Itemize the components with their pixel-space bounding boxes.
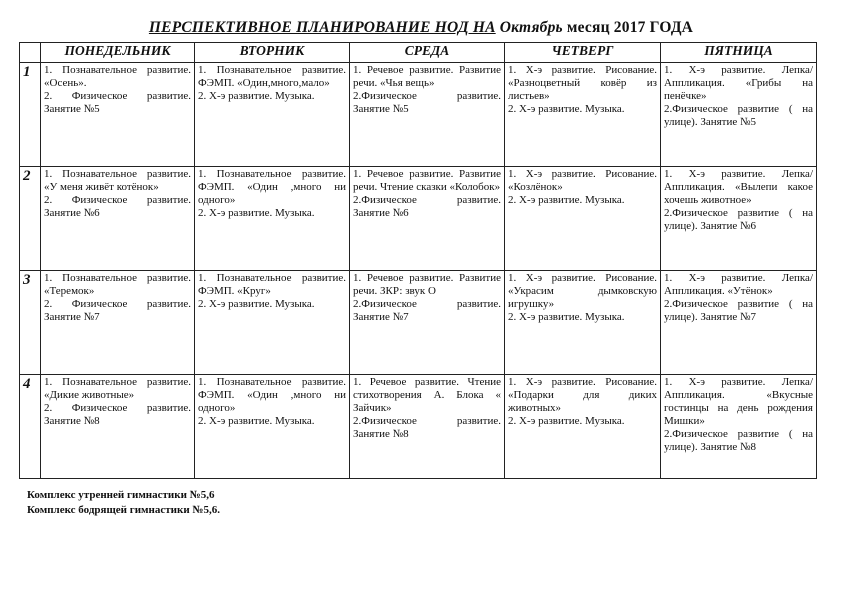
plan-cell-friday: [661, 271, 817, 375]
activity-1: 1. Познавательное развитие. ФЭМП. «Один,много,мало»: [198, 64, 346, 89]
plan-cell-friday: [661, 63, 817, 167]
activity-1: 1. Познавательное развитие. «Дикие животные»: [44, 376, 191, 401]
activity-2: 2. Х-э развитие. Музыка.: [508, 103, 625, 115]
activity-1: 1. Познавательное развитие. «Теремок»: [44, 272, 191, 297]
plan-cell-tuesday: [195, 271, 350, 375]
plan-cell-thursday: [505, 375, 661, 479]
activity-2: 2. Физическое развитие. Занятие №7: [44, 298, 191, 323]
day-header-friday: ПЯТНИЦА: [661, 43, 817, 63]
plan-cell-tuesday: [195, 167, 350, 271]
page-title: [0, 19, 842, 37]
activity-2: 2.Физическое развитие. Занятие №5: [353, 90, 501, 115]
plan-cell-monday: [41, 63, 195, 167]
plan-cell-monday: [41, 271, 195, 375]
plan-cell-thursday: [505, 271, 661, 375]
header-row: [20, 43, 817, 63]
activity-1: 1. Познавательное развитие. ФЭМП. «Один ,много ни одного»: [198, 376, 346, 414]
plan-cell-tuesday: [195, 375, 350, 479]
corner-cell: [20, 43, 41, 63]
activity-1: 1. Познавательное развитие. ФЭМП. «Один ,много ни одного»: [198, 168, 346, 206]
activity-1: 1. Познавательное развитие. ФЭМП. «Круг»: [198, 272, 346, 297]
week-row-2: [20, 167, 817, 271]
plan-cell-tuesday: [195, 63, 350, 167]
activity-2: 2. Х-э развитие. Музыка.: [198, 90, 315, 102]
activity-2: 2. Х-э развитие. Музыка.: [198, 298, 315, 310]
plan-cell-thursday: [505, 63, 661, 167]
activity-1: 1. Х-э развитие. Рисование. «Подарки для диких животных»: [508, 376, 657, 414]
activity-2: 2.Физическое развитие. Занятие №7: [353, 298, 501, 323]
week-number: 4: [20, 375, 41, 479]
activity-1: 1. Х-э развитие. Лепка/Аппликация. «Вкусные гостинцы на день рождения Мишки»: [664, 376, 813, 427]
title-month: Октябрь: [499, 19, 563, 36]
activity-2: 2. Физическое развитие. Занятие №8: [44, 402, 191, 427]
activity-2: 2. Х-э развитие. Музыка.: [508, 194, 625, 206]
plan-cell-wednesday: [350, 271, 505, 375]
day-header-tuesday: ВТОРНИК: [195, 43, 350, 63]
day-header-wednesday: СРЕДА: [350, 43, 505, 63]
footer-morning-exercises: Комплекс утренней гимнастики №5,6: [27, 489, 215, 501]
activity-1: 1. Х-э развитие. Лепка/Аппликация. «Вылепи какое хочешь животное»: [664, 168, 813, 206]
activity-1: 1. Речевое развитие. Развитие речи. ЗКР: звук О: [353, 272, 501, 297]
activity-1: 1. Х-э развитие. Рисование. «Украсим дымковскую игрушку»: [508, 272, 657, 310]
activity-2: 2. Физическое развитие. Занятие №5: [44, 90, 191, 115]
activity-2: 2.Физическое развитие ( на улице). Занятие №8: [664, 428, 813, 453]
activity-2: 2. Физическое развитие. Занятие №6: [44, 194, 191, 219]
activity-1: 1. Х-э развитие. Рисование. «Козлёнок»: [508, 168, 657, 193]
title-suffix: месяц 2017 ГОДА: [566, 19, 694, 36]
activity-1: 1. Речевое развитие. Развитие речи. Чтение сказки «Колобок»: [353, 168, 501, 193]
activity-1: 1. Познавательное развитие. «Осень».: [44, 64, 191, 89]
activity-2: 2.Физическое развитие ( на улице). Занятие №5: [664, 103, 813, 128]
activity-1: 1. Речевое развитие. Развитие речи. «Чья вещь»: [353, 64, 501, 89]
plan-table: [19, 42, 817, 479]
activity-1: 1. Познавательное развитие. «У меня живёт котёнок»: [44, 168, 191, 193]
week-number: 3: [20, 271, 41, 375]
activity-2: 2.Физическое развитие ( на улице). Занятие №7: [664, 298, 813, 323]
activity-2: 2. Х-э развитие. Музыка.: [198, 207, 315, 219]
plan-cell-thursday: [505, 167, 661, 271]
week-row-4: [20, 375, 817, 479]
activity-2: 2.Физическое развитие. Занятие №8: [353, 415, 501, 440]
activity-2: 2.Физическое развитие. Занятие №6: [353, 194, 501, 219]
plan-cell-wednesday: [350, 63, 505, 167]
day-header-thursday: ЧЕТВЕРГ: [505, 43, 661, 63]
week-row-3: [20, 271, 817, 375]
plan-cell-wednesday: [350, 375, 505, 479]
activity-1: 1. Х-э развитие. Лепка/Аппликация. «Грибы на пенёчке»: [664, 64, 813, 102]
activity-2: 2. Х-э развитие. Музыка.: [508, 415, 625, 427]
week-number: 1: [20, 63, 41, 167]
plan-cell-friday: [661, 167, 817, 271]
plan-cell-monday: [41, 167, 195, 271]
activity-2: 2. Х-э развитие. Музыка.: [508, 311, 625, 323]
activity-1: 1. Речевое развитие. Чтение стихотворения А. Блока « Зайчик»: [353, 376, 501, 414]
day-header-monday: ПОНЕДЕЛЬНИК: [41, 43, 195, 63]
week-row-1: [20, 63, 817, 167]
footer-invigorating-exercises: Комплекс бодрящей гимнастики №5,6.: [27, 504, 220, 516]
week-number: 2: [20, 167, 41, 271]
activity-1: 1. Х-э развитие. Рисование. «Разноцветный ковёр из листьев»: [508, 64, 657, 102]
plan-cell-friday: [661, 375, 817, 479]
activity-1: 1. Х-э развитие. Лепка/Аппликация. «Утёнок»: [664, 272, 813, 297]
plan-cell-monday: [41, 375, 195, 479]
activity-2: 2. Х-э развитие. Музыка.: [198, 415, 315, 427]
title-main: ПЕРСПЕКТИВНОЕ ПЛАНИРОВАНИЕ НОД НА: [148, 19, 496, 36]
activity-2: 2.Физическое развитие ( на улице). Занятие №6: [664, 207, 813, 232]
plan-cell-wednesday: [350, 167, 505, 271]
